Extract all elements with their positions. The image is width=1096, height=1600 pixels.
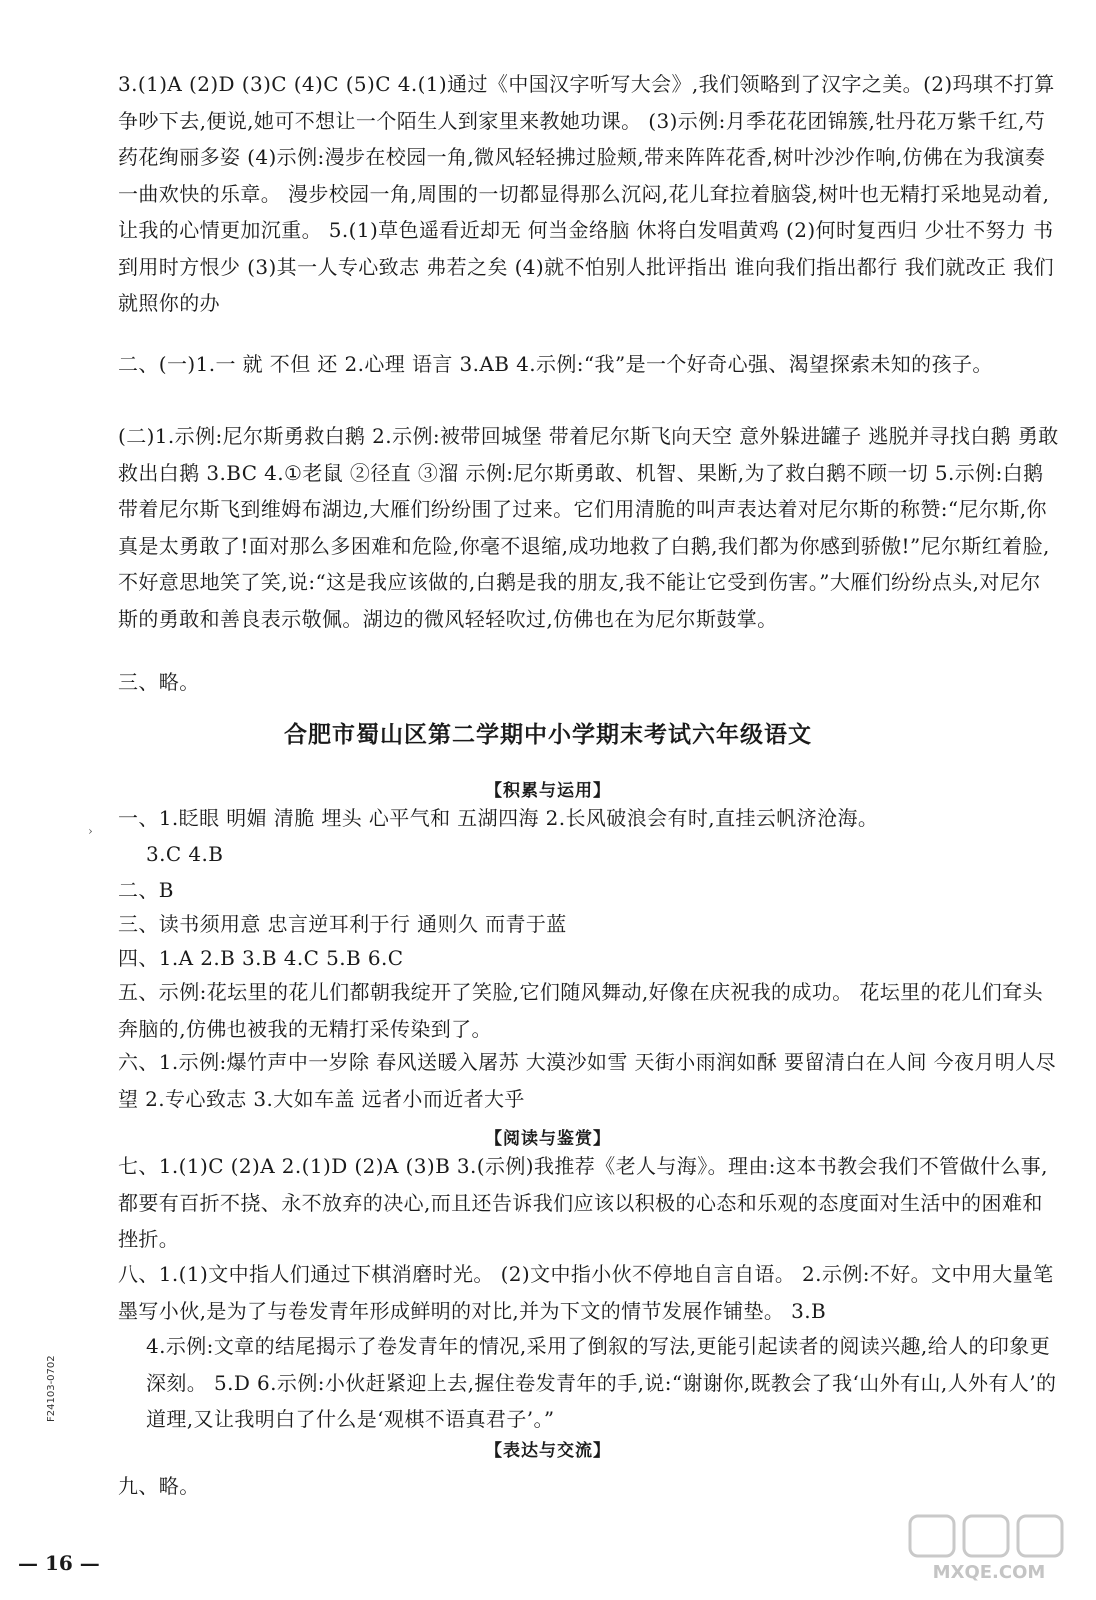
answer-q4: 四、1.A 2.B 3.B 4.C 5.B 6.C (118, 946, 404, 970)
answer-q2: 二、B (118, 878, 174, 902)
answer-q6: 六、1.示例:爆竹声中一岁除 春风送暖入屠苏 大漠沙如雪 天街小雨润如酥 要留清白在人间 今夜月明人尽望 2.专心致志 3.大如车盖 远者小而近者大乎 (118, 1050, 1057, 1111)
answer-q8-part2: 4.示例:文章的结尾揭示了卷发青年的情况,采用了倒叙的写法,更能引起读者的阅读兴趣,给人的印象更深刻。 5.D 6.示例:小伙赶紧迎上去,握住卷发青年的手,说:“谢谢你,既教会了我‘山外有山,人外有人’的道理,又让我明白了什么是‘观棋不语真君子’。” (146, 1334, 1057, 1431)
answer-block-part1: 3.(1)A (2)D (3)C (4)C (5)C 4.(1)通过《中国汉字听写大会》,我们领略到了汉字之美。(2)玛琪不打算争吵下去,便说,她可不想让一个陌生人到家里来教她功课。 (3)示例:月季花花团锦簇,牡丹花万紫千红,芍药花绚丽多姿 (4)示例:漫步在校园一角,微风轻轻拂过脸颊,带来阵阵花香,树叶沙沙作响,仿佛在为我演奏一曲欢快的乐章。 漫步校园一角,周围的一切都显得那么沉闷,花儿耷拉着脑袋,树叶也无精打采地晃动着,让我的心情更加沉重。 5.(1)草色遥看近却无 何当金络脑 休将白发唱黄鸡 (2)何时复西归 少壮不努力 书到用时方恨少 (3)其一人专心致志 弗若之矣 (4)就不怕别人批评指出 谁向我们指出都行 我们就改正 我们就照你的办 (118, 72, 1055, 315)
answer-block-section2-1: 二、(一)1.一 就 不但 还 2.心理 语言 3.AB 4.示例:“我”是一个好奇心强、渴望探索未知的孩子。 (118, 352, 993, 376)
page-number: — 16 — (18, 1551, 100, 1575)
side-code: F24103-0702 (46, 1355, 57, 1422)
answer-q8-part1: 八、1.(1)文中指人们通过下棋消磨时光。 (2)文中指小伙不停地自言自语。 2.示例:不好。文中用大量笔墨写小伙,是为了与卷发青年形成鲜明的对比,并为下文的情节发展作铺垫。 3.B (118, 1262, 1054, 1323)
heading-reading: 【阅读与鉴赏】 (485, 1129, 611, 1149)
answer-q3: 三、读书须用意 忠言逆耳利于行 通则久 而青于蓝 (118, 912, 567, 936)
exam-title: 合肥市蜀山区第二学期中小学期末考试六年级语文 (284, 722, 812, 748)
answer-q1-sub: 3.C 4.B (146, 842, 224, 866)
answer-block-section2-2: (二)1.示例:尼尔斯勇救白鹅 2.示例:被带回城堡 带着尼尔斯飞向天空 意外躲进罐子 逃脱并寻找白鹅 勇敢救出白鹅 3.BC 4.①老鼠 ②径直 ③溜 示例:尼尔斯勇敢、机智、果断,为了救白鹅不顾一切 5.示例:白鹅带着尼尔斯飞到维姆布湖边,大雁们纷纷围了过来。它们用清脆的叫声表达着对尼尔斯的称赞:“尼尔斯,你真是太勇敢了!面对那么多困难和危险,你毫不退缩,成功地救了白鹅,我们都为你感到骄傲!”尼尔斯红着脸,不好意思地笑了笑,说:“这是我应该做的,白鹅是我的朋友,我不能让它受到伤害。”大雁们纷纷点头,对尼尔斯的勇敢和善良表示敬佩。湖边的微风轻轻吹过,仿佛也在为尼尔斯鼓掌。 (118, 424, 1059, 631)
answer-q9: 九、略。 (118, 1474, 200, 1498)
answer-q5: 五、示例:花坛里的花儿们都朝我绽开了笑脸,它们随风舞动,好像在庆祝我的成功。 花坛里的花儿们耷头奔脑的,仿佛也被我的无精打采传染到了。 (118, 980, 1044, 1041)
answer-block-section3: 三、略。 (118, 670, 200, 694)
heading-accumulation: 【积累与运用】 (485, 781, 611, 801)
answer-q1: 一、1.眨眼 明媚 清脆 埋头 心平气和 五湖四海 2.长风破浪会有时,直挂云帆济沧海。 (118, 806, 879, 830)
watermark-logo-icon (904, 1510, 1074, 1586)
margin-mark: › (88, 824, 93, 838)
answer-q7: 七、1.(1)C (2)A 2.(1)D (2)A (3)B 3.(示例)我推荐《老人与海》。理由:这本书教会我们不管做什么事,都要有百折不挠、永不放弃的决心,而且还告诉我们应该以积极的心态和乐观的态度面对生活中的困难和挫折。 (118, 1154, 1048, 1251)
heading-expression: 【表达与交流】 (485, 1441, 611, 1461)
watermark-text: MXQE.COM (932, 1562, 1046, 1583)
